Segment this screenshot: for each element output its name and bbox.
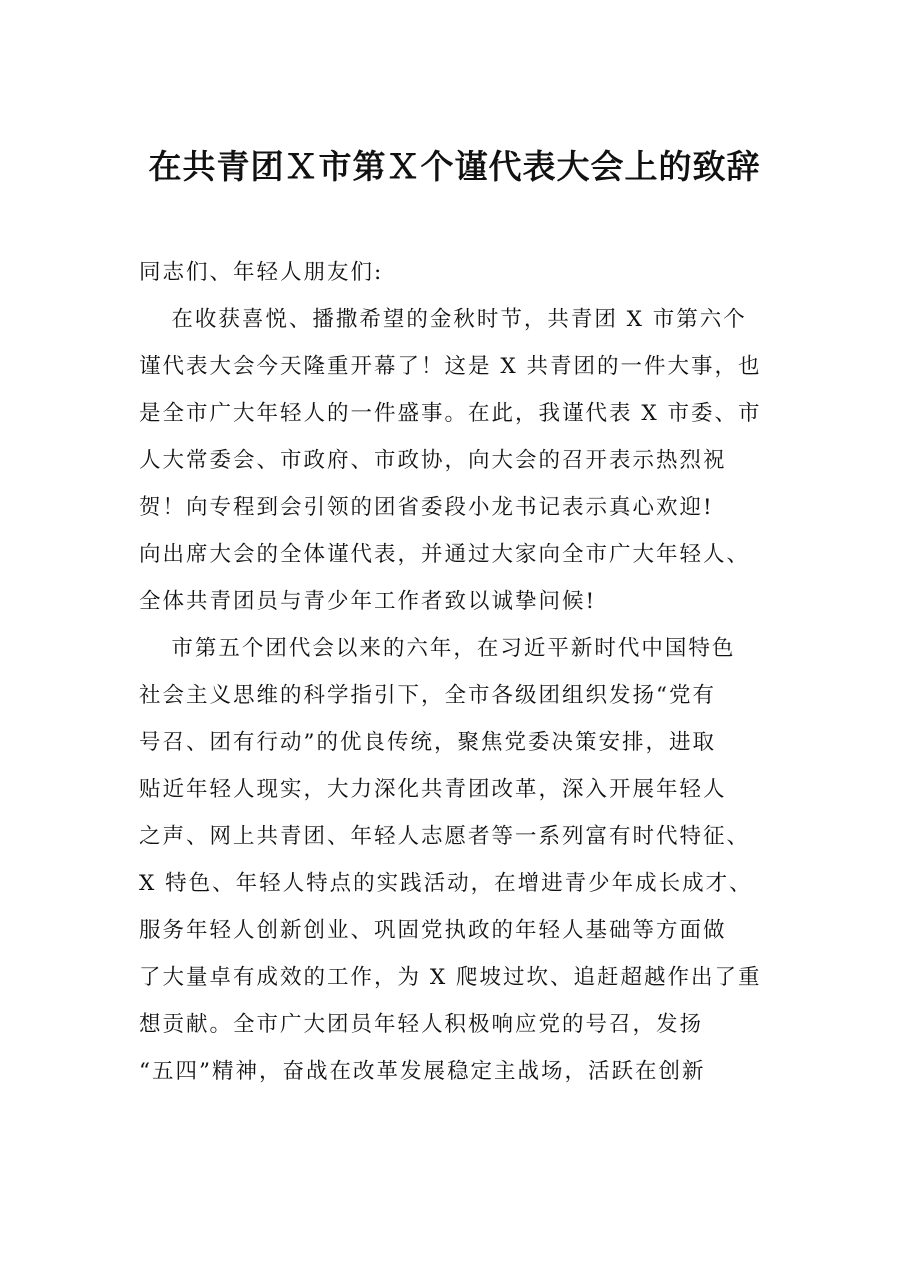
text-line: 号召、团有行动”的优良传统，聚焦党委决策安排，进取 [139,730,716,755]
text-line: X 特色、年轻人特点的实践活动，在增进青少年成长成才、 [139,871,753,896]
text-line: 是全市广大年轻人的一件盛事。在此，我谨代表 X 市委、市 [139,401,762,426]
text-line: 想贡献。全市广大团员年轻人积极响应党的号召，发扬 [139,1012,704,1037]
text-line: 人大常委会、市政府、市政协，向大会的召开表示热烈祝 [139,448,727,473]
text-line: 贴近年轻人现实，大力深化共青团改革，深入开展年轻人 [139,777,727,802]
text-line: 服务年轻人创新创业、巩固党执政的年轻人基础等方面做 [139,918,727,943]
document-title: 在共青团Ｘ市第Ｘ个谨代表大会上的致辞 [148,147,761,186]
text-line: 市第五个团代会以来的六年，在习近平新时代中国特色 [139,636,736,661]
text-line: 了大量卓有成效的工作，为 X 爬坡过坎、追赶超越作出了重 [139,965,762,990]
text-line: 全体共青团员与青少年工作者致以诚挚问候! [139,589,597,614]
salutation-line: 同志们、年轻人朋友们: [139,260,384,285]
text-line: 贺！向专程到会引领的团省委段小龙书记表示真心欢迎! [139,495,714,520]
document-body [139,249,779,1095]
text-line: 在收获喜悦、播撒希望的金秋时节，共青团 X 市第六个 [139,307,747,332]
text-line: 社会主义思维的科学指引下，全市各级团组织发扬“党有 [139,683,716,708]
text-line: “五四”精神，奋战在改革发展稳定主战场，活跃在创新 [139,1059,706,1084]
text-line: 谨代表大会今天隆重开幕了！这是 X 共青团的一件大事，也 [139,354,762,379]
text-line: 之声、网上共青团、年轻人志愿者等一系列富有时代特征、 [139,824,751,849]
text-line: 向出席大会的全体谨代表，并通过大家向全市广大年轻人、 [139,542,751,567]
